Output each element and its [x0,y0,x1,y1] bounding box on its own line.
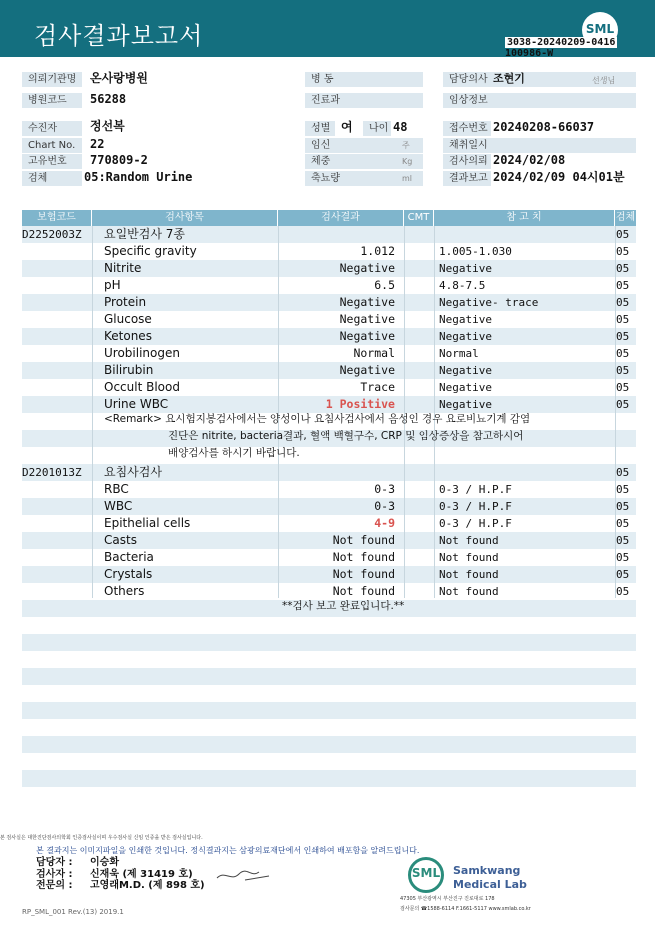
staff-role-3: 전문의 : [36,880,73,891]
certification-note: 본 검사실은 대한진단검사의학회 인증검사실이며 우수검사실 신임 인증을 받은 검사실입니다. [0,835,203,841]
cell-specimen: 05 [616,228,630,241]
table-row [22,498,636,515]
cell-reference: Normal [439,347,479,360]
table-row [22,566,636,583]
cell-test-name: Bilirubin [104,363,154,377]
cell-specimen: 05 [616,568,630,581]
table-row [22,226,636,243]
cell-result: Not found [332,567,395,581]
remark-line-1: <Remark> 요시험지봉검사에서는 양성이나 요침사검사에서 음성인 경우 요로비뇨기계 감염 [104,413,531,425]
sex-value: 여 [341,120,353,134]
request-label: 검사의뢰 [443,154,491,169]
table-row [22,532,636,549]
form-id: RP_SML_001 Rev.(13) 2019.1 [22,908,124,916]
cell-specimen: 05 [616,534,630,547]
cell-code: D2201013Z [22,466,82,479]
page-title: 검사결과보고서 [34,22,204,50]
cell-test-name: Crystals [104,567,153,581]
department-label: 진료과 [305,93,423,108]
collect-label: 채취일시 [443,138,636,153]
chart-no-label: Chart No. [22,138,82,153]
specimen-label: 검체 [22,171,82,186]
header-result: 검사결과 [278,210,404,226]
weight-label: 체중 [305,154,423,169]
patient-name: 정선복 [90,119,125,133]
clinical-info-label: 임상정보 [443,93,636,108]
table-row [22,311,636,328]
cell-test-name: WBC [104,499,133,513]
lab-contact: 검사문의 ☎1588-6114 F.1661-5117 www.smlab.co.kr [400,906,531,912]
header-cmt: CMT [404,210,434,226]
cell-reference: Negative [439,330,492,343]
urine-volume-label: 축뇨량 [305,171,423,186]
cell-specimen: 05 [616,245,630,258]
cell-test-name: Ketones [104,329,152,343]
hospital-code-label: 병원코드 [22,93,82,108]
cell-result: 6.5 [374,278,395,292]
specimen-value: 05:Random Urine [84,170,193,184]
cell-reference: Not found [439,534,499,547]
cell-result: Normal [353,346,395,360]
cell-specimen: 05 [616,517,630,530]
samkwang-name-line-1: Samkwang [453,864,521,877]
table-header [22,210,636,226]
cell-result: Trace [360,380,395,394]
report-date: 2024/02/09 04시01분 [493,170,625,184]
cell-test-name: Occult Blood [104,380,180,394]
table-row [22,345,636,362]
table-row [22,481,636,498]
cell-specimen: 05 [616,381,630,394]
cell-test-name: Casts [104,533,137,547]
header-specimen: 검체 [615,212,636,223]
samkwang-logo-text: SML [411,866,441,880]
table-stripe [22,668,636,685]
cell-result: Not found [332,584,395,598]
remark-line-2: 진단은 nitrite, bacteria결과, 혈액 백혈구수, CRP 및 임상증상을 참고하시어 [168,430,524,442]
cell-reference: Not found [439,568,499,581]
table-row [22,379,636,396]
staff-name-1: 이승화 [90,857,119,868]
cell-code: D2252003Z [22,228,82,241]
table-row [22,243,636,260]
cell-result: Negative [339,329,395,343]
cell-test-name: RBC [104,482,129,496]
institution-value: 온사랑병원 [90,71,148,85]
lab-address: 47305 부산광역시 부산진구 진로대로 178 [400,896,495,902]
document-id: 3038-20240209-0416 [507,37,616,48]
image-print-note: 본 결과지는 이미지파일을 인쇄한 것입니다. 정식결과지는 삼광의료재단에서 인쇄하여 배포함을 알려드립니다. [36,846,420,855]
table-stripe [22,634,636,651]
cell-test-name: pH [104,278,121,292]
cell-result: Negative [339,312,395,326]
cell-result: 0-3 [374,499,395,513]
cell-specimen: 05 [616,500,630,513]
cell-reference: Negative [439,313,492,326]
cell-result: Negative [339,261,395,275]
cell-test-name: Others [104,584,145,598]
cell-specimen: 05 [616,398,630,411]
id-value: 770809-2 [90,153,148,167]
cell-test-name: Glucose [104,312,152,326]
cell-test-name: 요침사검사 [104,465,162,479]
cell-reference: Not found [439,585,499,598]
cell-specimen: 05 [616,262,630,275]
signature-image [215,866,271,884]
table-row [22,515,636,532]
doctor-label: 담당의사 [443,72,636,87]
cell-result: 1.012 [360,244,395,258]
document-sub-id: 100986-W [505,48,554,59]
cell-specimen: 05 [616,313,630,326]
hospital-code-value: 56288 [90,92,127,106]
table-row [22,328,636,345]
cell-result: Not found [332,533,395,547]
institution-label: 의뢰기관명 [22,72,82,87]
table-row [22,464,636,481]
weight-unit: Kg [402,157,413,166]
id-label: 고유번호 [22,154,82,169]
sex-label: 성별 [305,121,335,136]
cell-reference: Negative [439,364,492,377]
cell-reference: 0-3 / H.P.F [439,517,512,530]
cell-test-name: Epithelial cells [104,516,191,530]
doctor-value: 조현기 [493,72,525,85]
cell-specimen: 05 [616,296,630,309]
staff-name-3: 고영래M.D. (제 898 호) [90,880,205,891]
cell-test-name: Urobilinogen [104,346,180,360]
receipt-value: 20240208-66037 [493,120,595,134]
request-date: 2024/02/08 [493,153,566,167]
staff-role-1: 담당자 : [36,857,73,868]
cell-test-name: Nitrite [104,261,142,275]
cell-specimen: 05 [616,364,630,377]
samkwang-name-line-2: Medical Lab [453,878,527,891]
cell-specimen: 05 [616,483,630,496]
cell-test-name: Bacteria [104,550,154,564]
cell-reference: Negative [439,398,492,411]
header-test: 검사항목 [92,210,278,226]
table-stripe [22,702,636,719]
header-reference: 참 고 치 [434,210,615,226]
cell-specimen: 05 [616,279,630,292]
cell-result: 1 Positive [325,397,395,411]
cell-test-name: Protein [104,295,147,309]
cell-specimen: 05 [616,330,630,343]
cell-specimen: 05 [616,347,630,360]
pregnancy-label: 임신 [305,138,423,153]
age-value: 48 [393,120,408,134]
staff-name-2: 신재욱 (제 31419 호) [90,869,193,880]
report-label: 결과보고 [443,171,491,186]
cell-result: Negative [339,363,395,377]
table-row [22,294,636,311]
cell-result: 0-3 [374,482,395,496]
cell-test-name: Specific gravity [104,244,197,258]
cell-reference: Negative- trace [439,296,539,309]
table-row [22,362,636,379]
cell-reference: Not found [439,551,499,564]
table-row [22,260,636,277]
header-code: 보험코드 [22,210,92,226]
cell-reference: Negative [439,262,492,275]
table-row [22,277,636,294]
urine-volume-unit: ml [402,174,413,183]
report-complete-text: **검사 보고 완료입니다.** [282,600,405,612]
cell-test-name: 요일반검사 7종 [104,227,186,241]
doctor-suffix: 선생님 [592,76,616,85]
cell-reference: 4.8-7.5 [439,279,486,292]
cell-test-name: Urine WBC [104,397,169,411]
cell-specimen: 05 [616,466,630,479]
chart-no-value: 22 [90,137,105,151]
table-stripe [22,736,636,753]
remark-line-3: 배양검사를 하시기 바랍니다. [168,447,300,459]
table-stripe [22,770,636,787]
cell-reference: 0-3 / H.P.F [439,483,512,496]
pregnancy-unit: 주 [402,141,410,150]
receipt-label: 접수번호 [443,121,491,136]
age-label: 나이 [363,121,391,136]
cell-reference: 1.005-1.030 [439,245,512,258]
staff-role-2: 검사자 : [36,869,73,880]
cell-reference: 0-3 / H.P.F [439,500,512,513]
cell-result: Negative [339,295,395,309]
cell-specimen: 05 [616,585,630,598]
cell-result: 4-9 [374,516,395,530]
table-row [22,549,636,566]
cell-result: Not found [332,550,395,564]
patient-label: 수진자 [22,121,82,136]
sml-logo-text: SML [585,22,615,36]
cell-reference: Negative [439,381,492,394]
cell-specimen: 05 [616,551,630,564]
ward-label: 병 동 [305,72,423,87]
